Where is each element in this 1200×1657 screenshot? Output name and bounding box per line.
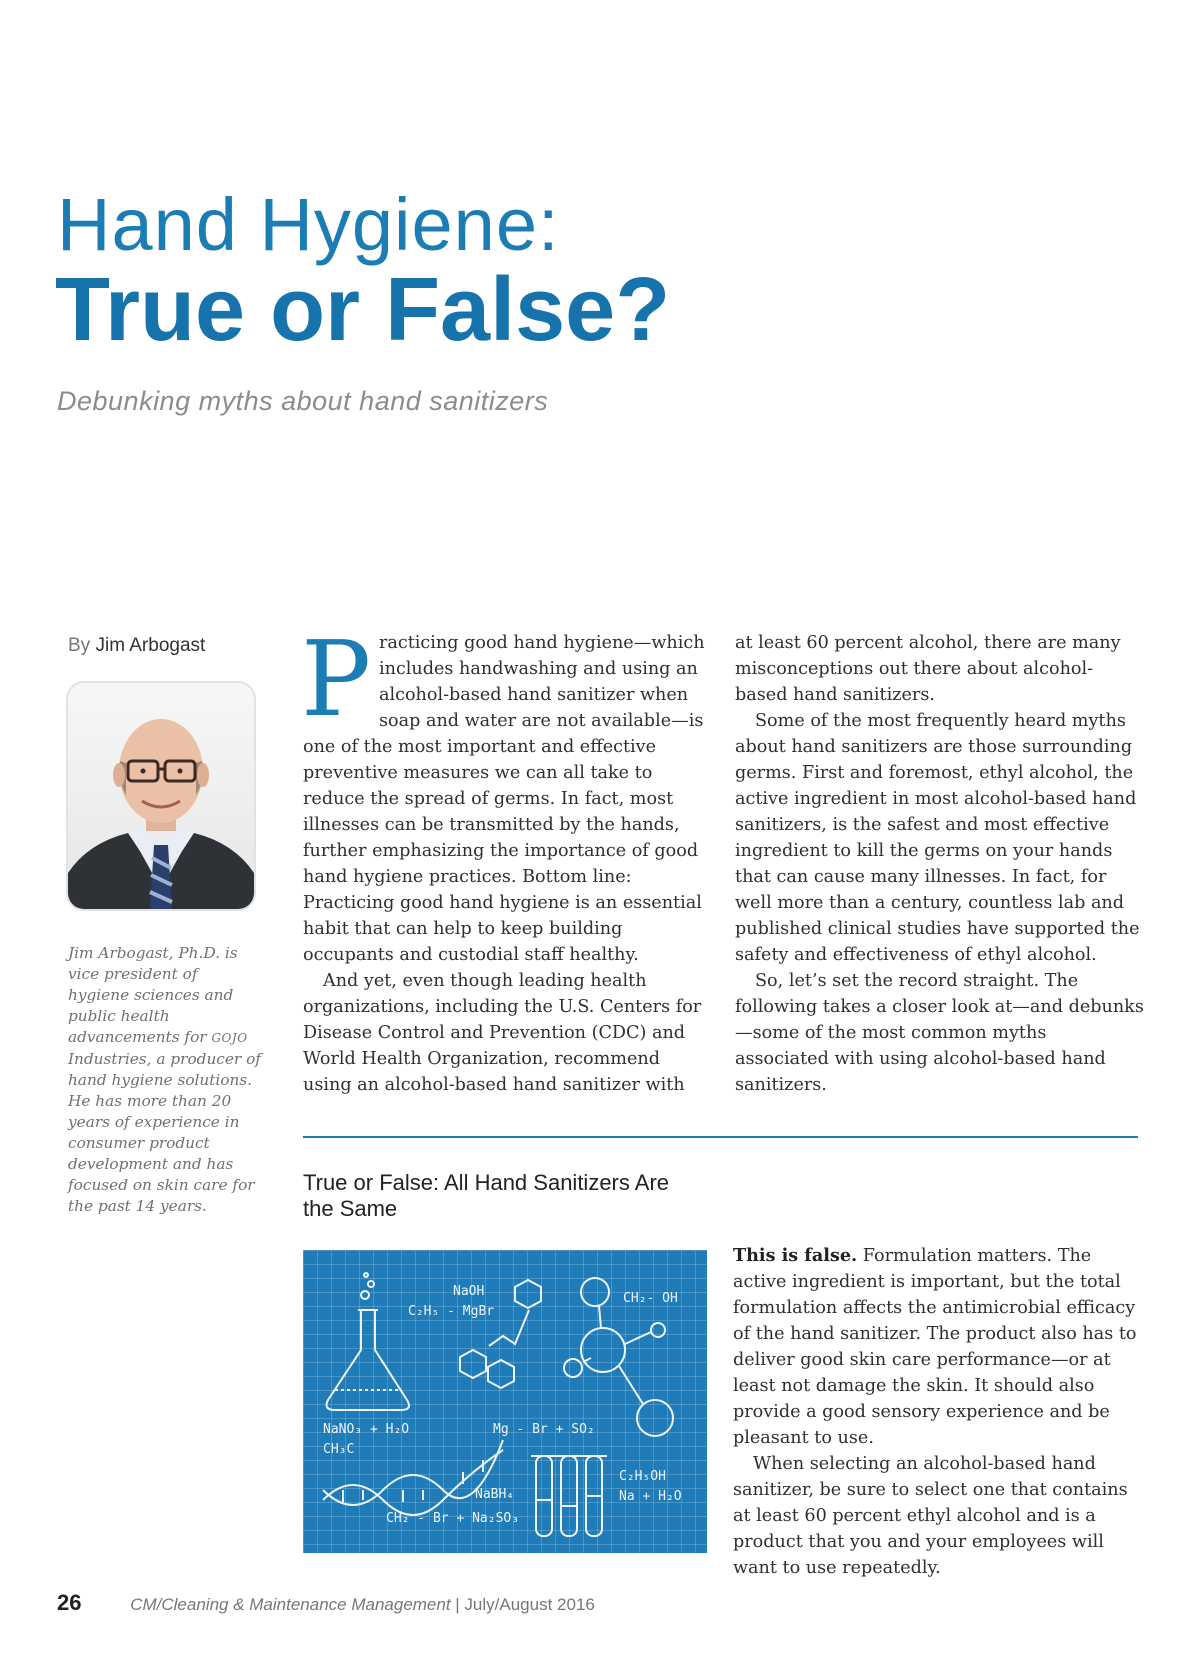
drop-cap: P: [301, 618, 371, 740]
author-portrait-image: [68, 683, 254, 909]
article-column-left: [301, 618, 705, 1098]
byline: [68, 635, 205, 657]
intro-paragraph-1-text: racticing good hand hygiene—which includes handwashing and using an alcohol-based hand sanitizer when soap and water are not available—is one of the most important and effective preventive measures we can all take to reduce the spread of germs. In fact, most illnesses can be transmitted by the hands, further emphasizing the importance of good hand hygiene practices. Bottom line: Practicing good hand hygiene is an essential habit that can help to keep building occupants and custodial staff healthy.: [303, 633, 705, 965]
formula-c2h5: C₂H₅ - MgBr: [408, 1304, 495, 1319]
author-bio-text: Jim Arbogast, Ph.D. is vice president of hygiene sciences and public health advancements for: [68, 944, 238, 1046]
author-bio: [68, 943, 263, 1217]
formula-ch2br: CH₂ - Br + Na₂SO₃: [386, 1511, 520, 1526]
intro-paragraph-2: And yet, even though leading health organizations, including the U.S. Centers for Disease Control and Prevention (CDC) and World Health Organization, recommend using an alcohol-based hand sanitizer with: [303, 971, 702, 1095]
section-heading: True or False: All Hand Sanitizers Are the Same: [303, 1170, 670, 1221]
article-title-line2: True or False?: [55, 260, 671, 360]
chemistry-blueprint-illustration: [303, 1250, 707, 1553]
formula-nah2o: Na + H₂O: [619, 1489, 682, 1504]
author-bio-company: GOJO: [211, 1031, 248, 1045]
answer-paragraph-1-text: Formulation matters. The active ingredient is important, but the total formulation affects the antimicrobial efficacy of the hand sanitizer. The product also has to deliver good skin care performance—or at least not damage the skin. It should also provide a good sensory experience and be pleasant to use.: [733, 1246, 1137, 1448]
flask-icon: [327, 1310, 409, 1410]
answer-verdict: This is false.: [733, 1245, 858, 1266]
formula-nabh4: NaBH₄: [475, 1487, 515, 1502]
formula-nano3: NaNO₃ + H₂O: [323, 1422, 410, 1437]
section-answer-column: [733, 1243, 1138, 1581]
test-tubes-icon: [531, 1456, 607, 1536]
benzene-ring-icon: [515, 1280, 541, 1308]
publication-name: CM/Cleaning & Maintenance Management: [130, 1595, 451, 1614]
author-photo: [68, 683, 254, 909]
intro-paragraph-3: at least 60 percent alcohol, there are many misconceptions out there about alcohol-based hand sanitizers.: [735, 633, 1121, 705]
chemistry-drawing: [303, 1250, 707, 1553]
page-number: 26: [57, 1590, 82, 1615]
formula-c2h5oh: C₂H₅OH: [619, 1469, 666, 1484]
byline-author: Jim Arbogast: [95, 635, 206, 656]
answer-paragraph-1: [733, 1243, 1138, 1451]
author-bio-text-2: Industries, a producer of hand hygiene solutions. He has more than 20 years of experience in consumer product development and has focused on skin care for the past 14 years.: [68, 1050, 261, 1215]
intro-paragraph-4: Some of the most frequently heard myths about hand sanitizers are those surrounding germs. First and foremost, ethyl alcohol, the active ingredient in most alcohol-based hand sanitizers, is the safest and most effective ingredient to kill the germs on your hands that can cause many illnesses. In fact, for well more than a century, countless lab and published clinical studies have supported the safety and effectiveness of ethyl alcohol.: [735, 711, 1140, 965]
byline-prefix: By: [68, 635, 91, 656]
article-column-right: [735, 630, 1145, 1098]
molecule-icon: [581, 1328, 625, 1372]
formula-naoh: NaOH: [453, 1284, 485, 1299]
article-subtitle: Debunking myths about hand sanitizers: [57, 386, 549, 416]
section-divider: [303, 1136, 1138, 1138]
formula-ch3c: CH₃C: [323, 1442, 355, 1457]
page-footer: [57, 1590, 595, 1616]
article-title-line1: Hand Hygiene:: [57, 183, 560, 266]
formula-ch2oh: CH₂- OH: [623, 1291, 678, 1306]
publication-issue: | July/August 2016: [450, 1595, 595, 1614]
intro-paragraph-1: [301, 618, 705, 968]
answer-paragraph-2: When selecting an alcohol-based hand sanitizer, be sure to select one that contains at least 60 percent ethyl alcohol and is a product that you and your employees will want to use repeatedly.: [733, 1454, 1128, 1578]
intro-paragraph-5: So, let’s set the record straight. The following takes a closer look at—and debunks—some of the most common myths associated with using alcohol-based hand sanitizers.: [735, 971, 1144, 1095]
formula-mgbr: Mg - Br + SO₂: [493, 1422, 595, 1437]
